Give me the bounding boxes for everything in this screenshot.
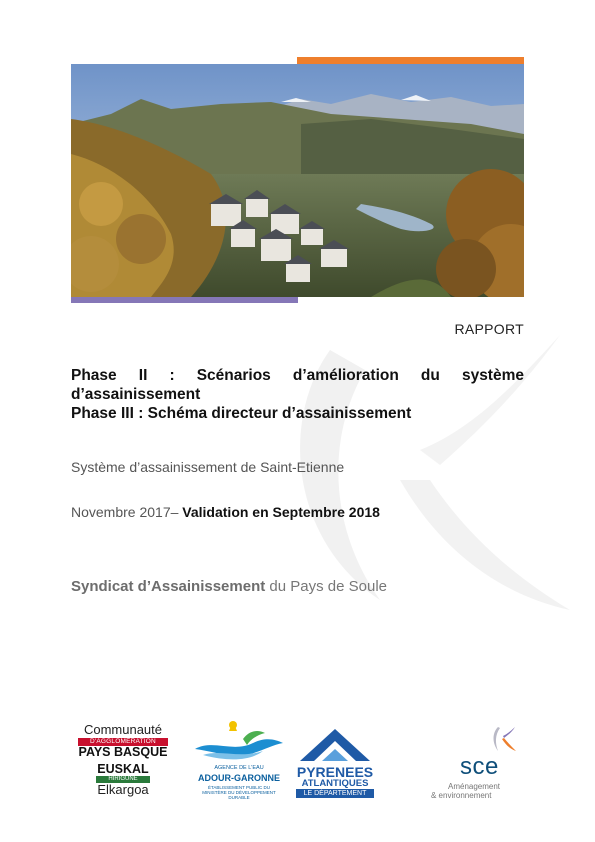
report-date: [71, 504, 380, 520]
purple-accent-bar: [71, 297, 298, 303]
capb-line-6: Elkargoa: [97, 782, 149, 797]
adour-line-1: AGENCE DE L'EAU: [214, 765, 264, 771]
logo-agence-eau-adour-garonne: [193, 717, 285, 807]
document-type: RAPPORT: [454, 321, 524, 337]
sce-line-1: Aménagement: [448, 782, 501, 791]
logo-pyrenees-atlantiques: [292, 725, 378, 801]
report-subtitle: Système d’assainissement de Saint-Etienne: [71, 459, 345, 475]
logo-sce: [428, 725, 518, 805]
title-line-1: Phase II : Scénarios d’amélioration du système: [71, 367, 524, 384]
capb-line-5: HIRIGUNE: [96, 776, 150, 783]
pyrenees-line-3: LE DÉPARTEMENT: [296, 789, 374, 798]
logo-communaute-pays-basque: [74, 723, 172, 803]
date-prefix: Novembre 2017–: [71, 504, 183, 520]
sce-name: sce: [460, 753, 499, 780]
client-name-rest: du Pays de Soule: [265, 578, 388, 595]
pyrenees-line-2: ATLANTIQUES: [301, 778, 369, 789]
report-title: [71, 366, 524, 423]
sce-emblem-icon: [428, 725, 518, 755]
landscape-image: [71, 64, 524, 297]
cover-photo-village: [71, 64, 524, 297]
client-name-bold: Syndicat d’Assainissement: [71, 578, 266, 595]
capb-line-2: D'AGGLOMÉRATION: [78, 738, 168, 746]
title-line-2: d’assainissement: [71, 386, 201, 403]
capb-line-4: EUSKAL: [97, 762, 149, 776]
pyrenees-mountain-icon: [292, 725, 378, 765]
capb-line-1: Communauté: [83, 722, 163, 737]
client-name: [71, 578, 387, 595]
adour-line-3: ÉTABLISSEMENT PUBLIC DU MINISTÈRE DU DÉVELOPPEMENT DURABLE: [202, 785, 276, 800]
capb-line-3: PAYS BASQUE: [78, 745, 168, 759]
adour-garonne-emblem-icon: [193, 717, 285, 765]
orange-accent-bar: [297, 57, 524, 64]
pyrenees-line-1: PYRENEES: [296, 764, 374, 780]
date-validation: Validation en Septembre 2018: [182, 504, 380, 520]
title-line-3: Phase III : Schéma directeur d’assainissement: [71, 405, 412, 422]
sce-line-2: & environnement: [431, 791, 492, 800]
adour-line-2: ADOUR-GARONNE: [198, 773, 280, 783]
